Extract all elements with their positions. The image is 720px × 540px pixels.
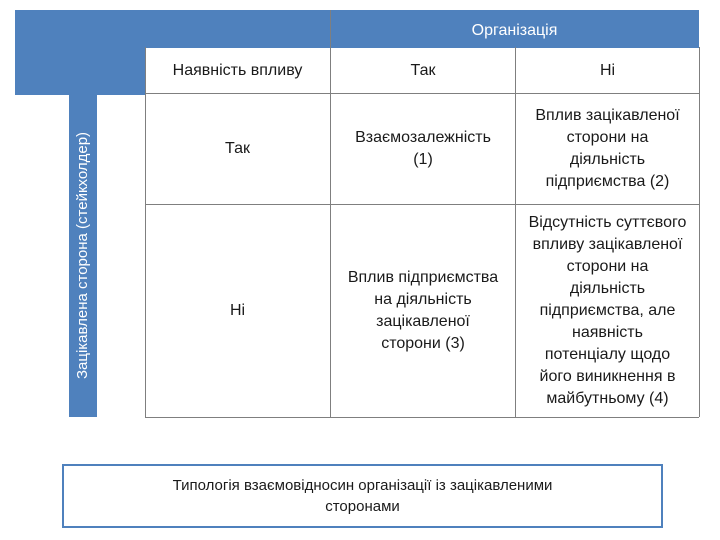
stakeholder-label: Зацікавлена сторона (стейкхолдер) xyxy=(74,131,92,379)
cell-enterprise-influence: Вплив підприємства на діяльність зацікавленої сторони (3) xyxy=(347,269,499,352)
cell-stakeholder-influence: Вплив зацікавленої сторони на діяльність підприємства (2) xyxy=(535,107,680,190)
cell-no-influence: Відсутність суттєвого впливу зацікавленої сторони на діяльність підприємства, але наявність потенціалу щодо його виникнення в майбутньому (4) xyxy=(528,214,687,407)
grid-line-bottom xyxy=(145,417,699,418)
corner-block xyxy=(15,10,145,95)
row-label-yes: Так xyxy=(225,140,250,157)
caption-line-1: Типологія взаємовідносин організації із зацікавленими xyxy=(172,477,553,494)
influence-header: Наявність впливу xyxy=(172,61,303,79)
caption-box xyxy=(62,464,663,528)
caption-line-2: сторонами xyxy=(325,498,400,515)
grid-line-right xyxy=(699,47,700,417)
column-header-yes: Так xyxy=(410,61,436,79)
row-label-no: Ні xyxy=(229,302,246,319)
organization-header: Організація xyxy=(471,21,558,39)
cell-interdependence: Взаємозалежність (1) xyxy=(355,129,491,168)
column-header-no: Ні xyxy=(599,61,616,79)
